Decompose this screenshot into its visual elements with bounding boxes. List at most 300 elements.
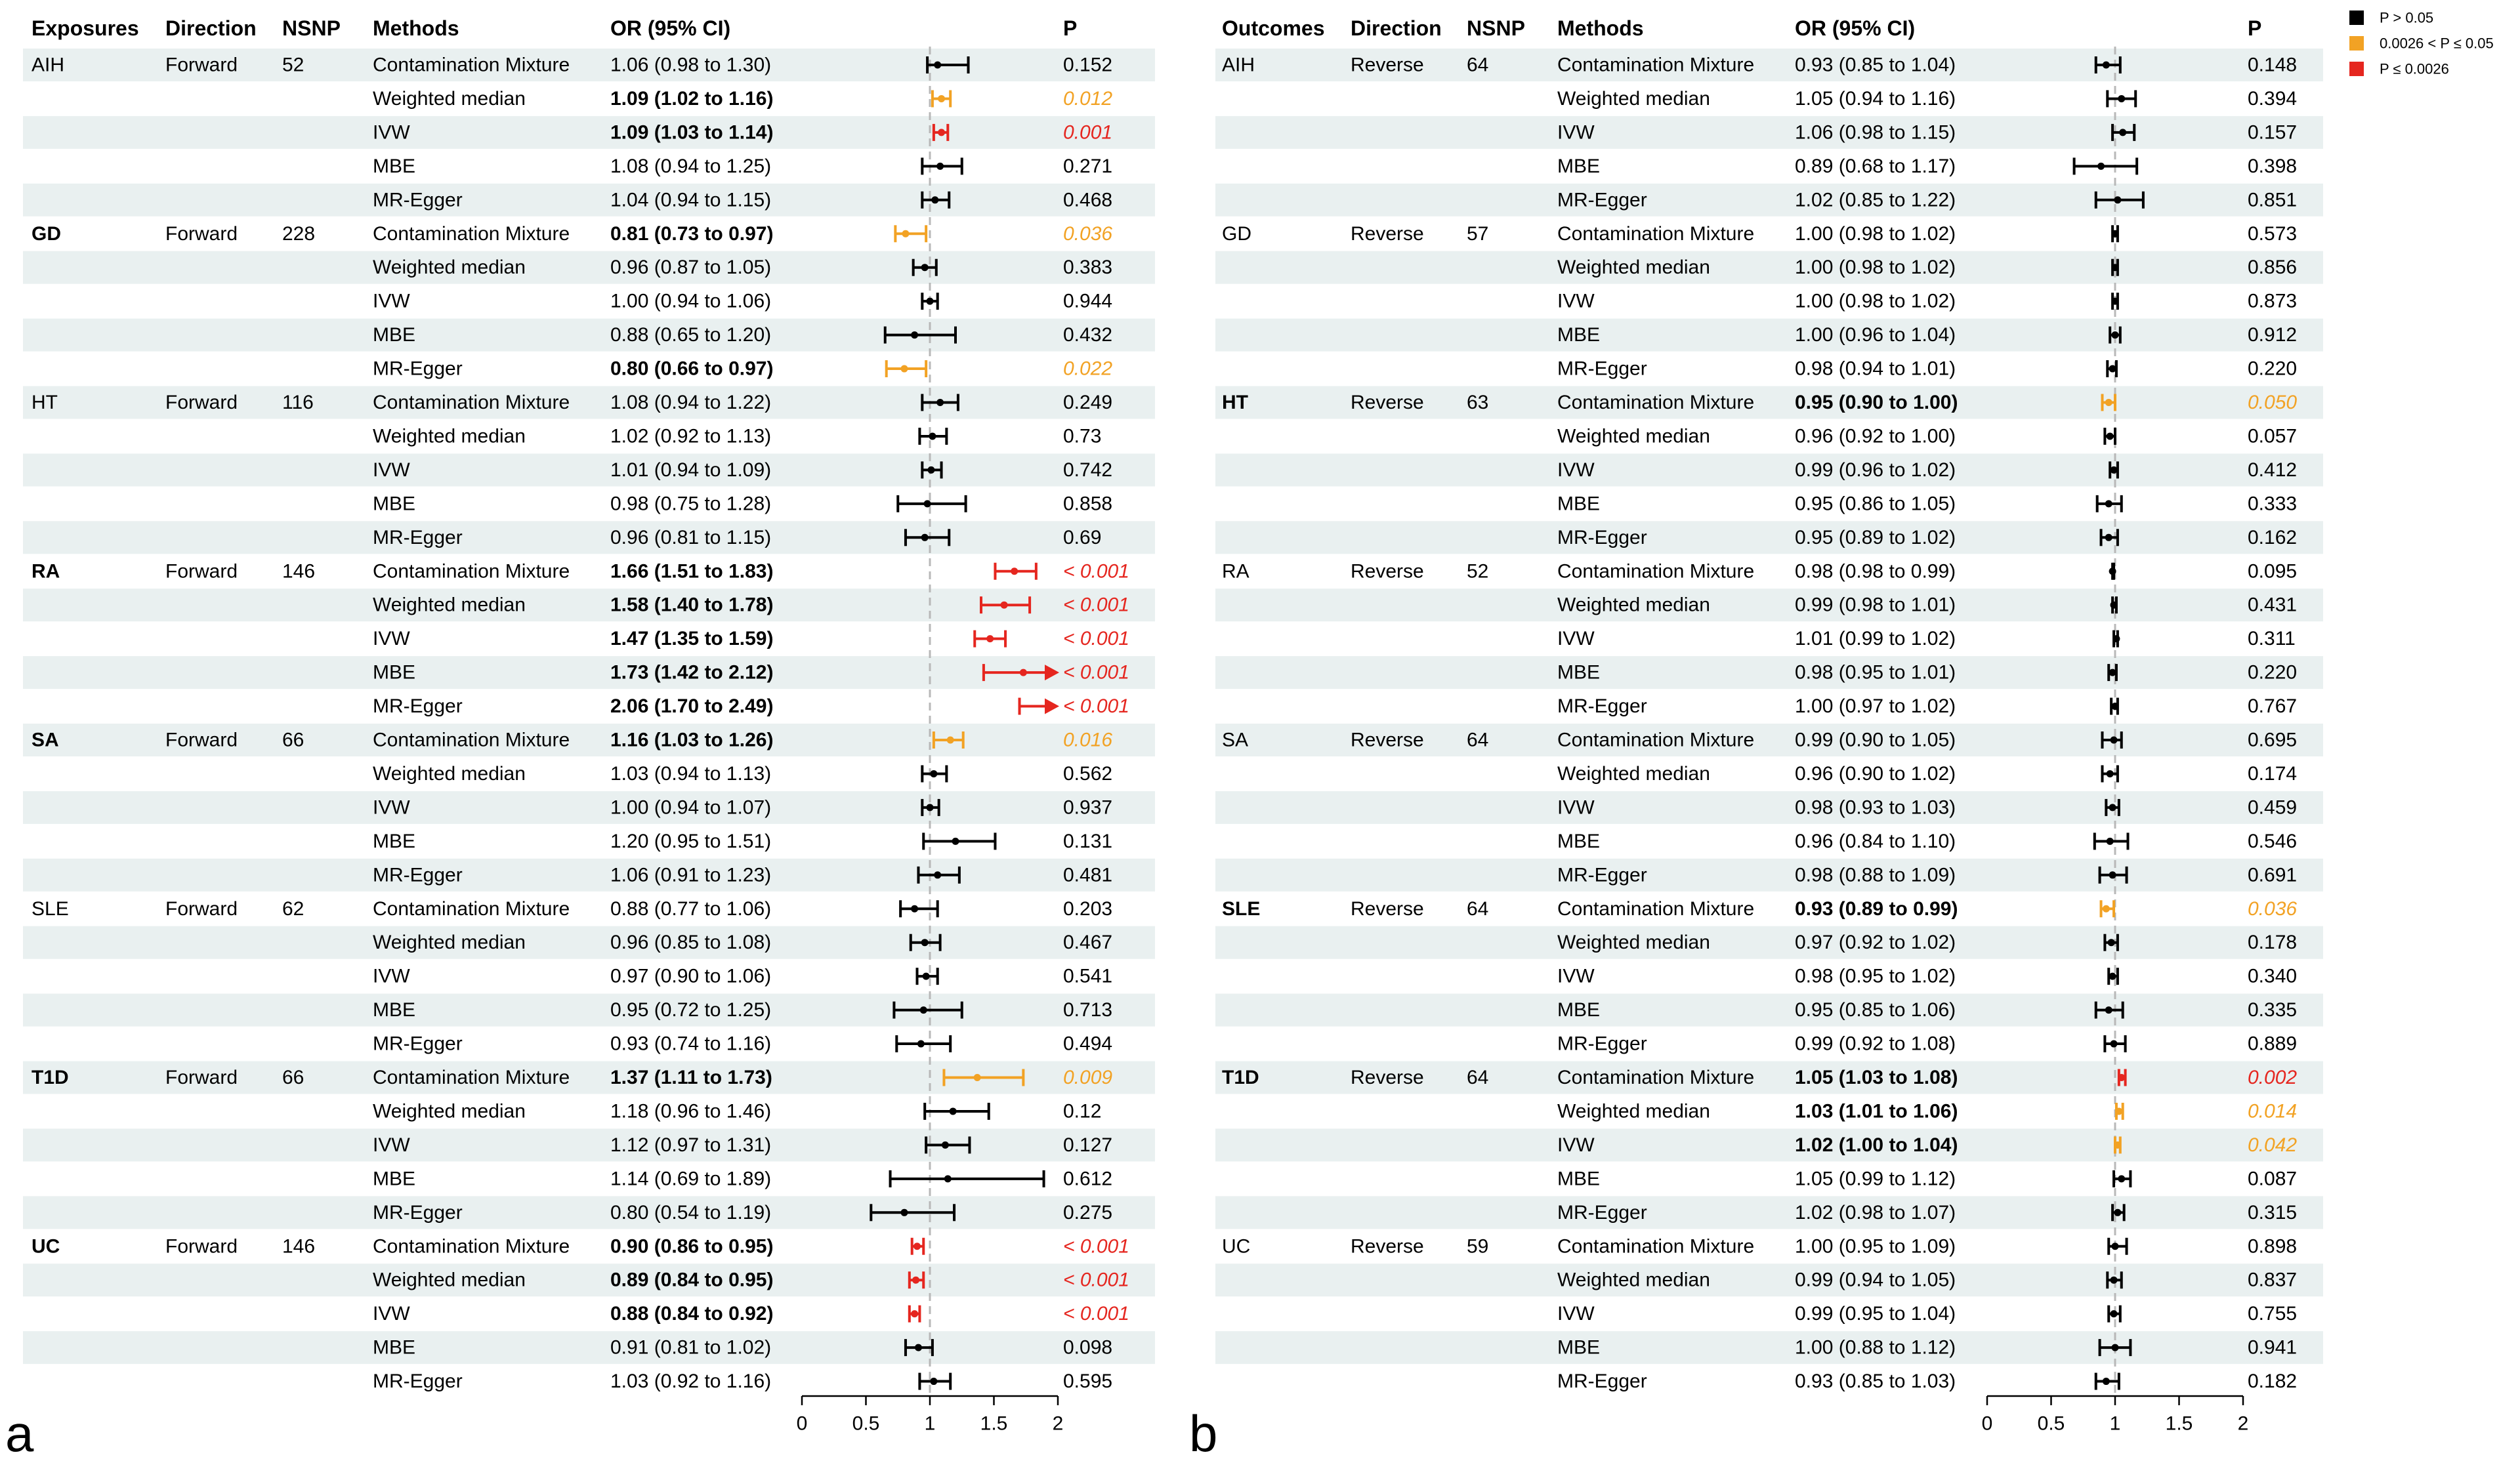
or-point xyxy=(2110,1277,2118,1284)
method-label: IVW xyxy=(373,628,410,650)
p-value: 0.271 xyxy=(1063,155,1113,177)
or-ci-value: 0.96 (0.90 to 1.02) xyxy=(1795,762,1956,785)
or-point xyxy=(917,1040,925,1048)
or-ci-value: 1.00 (0.94 to 1.07) xyxy=(610,796,772,819)
header-direction: Direction xyxy=(1351,16,1442,40)
x-tick-label: 0.5 xyxy=(2037,1412,2065,1435)
or-ci-value: 0.99 (0.90 to 1.05) xyxy=(1795,729,1956,751)
or-ci-value: 1.06 (0.91 to 1.23) xyxy=(610,864,772,886)
p-value: 0.148 xyxy=(2248,54,2298,76)
or-ci-value: 1.05 (0.94 to 1.16) xyxy=(1795,87,1956,110)
or-ci-value: 0.88 (0.77 to 1.06) xyxy=(610,897,772,920)
p-value: < 0.001 xyxy=(1063,1235,1129,1258)
header-or-ci: OR (95% CI) xyxy=(610,16,731,40)
or-point xyxy=(2103,1378,2110,1385)
group-label: SLE xyxy=(1222,897,1261,920)
or-ci-value: 0.96 (0.81 to 1.15) xyxy=(610,526,772,548)
method-label: MR-Egger xyxy=(1557,526,1647,548)
method-label: Contamination Mixture xyxy=(373,560,570,583)
or-point xyxy=(2110,1040,2118,1048)
method-label: Contamination Mixture xyxy=(1557,1067,1755,1088)
panel-label: a xyxy=(5,1405,34,1461)
p-value: 0.036 xyxy=(2248,897,2298,920)
method-label: IVW xyxy=(1557,459,1595,481)
or-ci-value: 0.95 (0.90 to 1.00) xyxy=(1795,392,1958,413)
or-ci-value: 1.02 (0.92 to 1.13) xyxy=(610,425,772,447)
p-value: 0.042 xyxy=(2248,1134,2298,1156)
method-label: MBE xyxy=(373,999,416,1021)
p-value: 0.467 xyxy=(1063,932,1113,954)
method-label: MBE xyxy=(373,1168,416,1190)
method-label: Weighted median xyxy=(1557,425,1710,447)
nsnp-value: 146 xyxy=(282,560,316,583)
or-point xyxy=(2107,432,2114,440)
method-label: MR-Egger xyxy=(373,1370,463,1393)
p-value: 0.858 xyxy=(1063,493,1113,515)
method-label: IVW xyxy=(1557,628,1595,650)
method-label: MR-Egger xyxy=(1557,1033,1647,1055)
or-point xyxy=(2118,95,2125,102)
p-value: 0.431 xyxy=(2248,594,2298,616)
p-value: 0.873 xyxy=(2248,290,2298,312)
row-band xyxy=(1215,588,2323,621)
or-ci-value: 0.81 (0.73 to 0.97) xyxy=(610,222,774,245)
or-point xyxy=(938,95,945,102)
or-point xyxy=(912,1277,919,1284)
method-label: Contamination Mixture xyxy=(1557,729,1755,751)
or-point xyxy=(911,331,918,339)
p-value: 0.459 xyxy=(2248,796,2298,819)
or-ci-value: 0.97 (0.90 to 1.06) xyxy=(610,965,772,987)
method-label: IVW xyxy=(373,796,410,819)
p-value: 0.691 xyxy=(2248,864,2298,886)
or-point xyxy=(2109,669,2116,676)
direction-label: Forward xyxy=(165,729,238,751)
nsnp-value: 116 xyxy=(282,392,314,413)
or-ci-value: 0.88 (0.65 to 1.20) xyxy=(610,324,772,346)
method-label: MR-Egger xyxy=(373,358,463,380)
or-ci-value: 0.96 (0.84 to 1.10) xyxy=(1795,830,1956,852)
p-value: 0.546 xyxy=(2248,830,2298,852)
or-ci-value: 0.88 (0.84 to 0.92) xyxy=(610,1303,774,1325)
or-ci-value: 1.01 (0.94 to 1.09) xyxy=(610,459,772,481)
or-point xyxy=(2109,871,2116,878)
method-label: Weighted median xyxy=(373,762,526,785)
method-label: Weighted median xyxy=(1557,762,1710,785)
p-value: 0.412 xyxy=(2248,459,2298,481)
or-point xyxy=(929,432,936,440)
group-label: GD xyxy=(32,222,61,245)
or-ci-value: 1.00 (0.88 to 1.12) xyxy=(1795,1336,1956,1359)
nsnp-value: 52 xyxy=(1467,560,1489,583)
or-point xyxy=(986,635,994,642)
p-value: 0.095 xyxy=(2248,560,2298,583)
ci-arrow xyxy=(1045,699,1059,714)
header-nsnp: NSNP xyxy=(1467,16,1525,40)
group-label: UC xyxy=(32,1235,60,1258)
method-label: Weighted median xyxy=(1557,87,1710,110)
p-value: 0.162 xyxy=(2248,526,2298,548)
p-value: 0.275 xyxy=(1063,1201,1113,1224)
legend-label: P > 0.05 xyxy=(2380,9,2434,26)
method-label: MR-Egger xyxy=(373,1033,463,1055)
or-point xyxy=(921,264,929,271)
row-band xyxy=(23,251,1155,284)
or-point xyxy=(2110,602,2118,609)
or-ci-value: 0.89 (0.68 to 1.17) xyxy=(1795,155,1956,177)
x-tick-label: 2 xyxy=(1052,1412,1064,1435)
method-label: MBE xyxy=(1557,830,1601,852)
or-ci-value: 0.89 (0.84 to 0.95) xyxy=(610,1269,774,1291)
or-ci-value: 1.00 (0.96 to 1.04) xyxy=(1795,324,1956,346)
method-label: Weighted median xyxy=(1557,1269,1710,1291)
method-label: IVW xyxy=(373,459,410,481)
method-label: Contamination Mixture xyxy=(373,1067,570,1088)
p-value: 0.69 xyxy=(1063,526,1102,548)
or-ci-value: 0.96 (0.87 to 1.05) xyxy=(610,257,772,279)
or-point xyxy=(936,399,944,406)
group-label: HT xyxy=(1222,392,1248,413)
header-nsnp: NSNP xyxy=(282,16,341,40)
method-label: Weighted median xyxy=(1557,257,1710,279)
or-point xyxy=(915,1344,922,1351)
method-label: Contamination Mixture xyxy=(1557,897,1755,920)
or-point xyxy=(902,230,909,237)
or-point xyxy=(936,163,944,170)
method-label: Contamination Mixture xyxy=(373,392,570,413)
direction-label: Forward xyxy=(165,54,238,76)
p-value: 0.131 xyxy=(1063,830,1113,852)
p-value: 0.898 xyxy=(2248,1235,2298,1258)
group-label: SA xyxy=(32,729,59,751)
direction-label: Forward xyxy=(165,392,238,413)
or-ci-value: 0.95 (0.85 to 1.06) xyxy=(1795,999,1956,1021)
p-value: 0.713 xyxy=(1063,999,1113,1021)
p-value: 0.002 xyxy=(2248,1067,2298,1088)
p-value: 0.856 xyxy=(2248,257,2298,279)
or-point xyxy=(2114,196,2121,203)
or-ci-value: 1.02 (0.98 to 1.07) xyxy=(1795,1201,1956,1224)
row-band xyxy=(23,184,1155,216)
group-label: AIH xyxy=(1222,54,1255,76)
or-ci-value: 0.98 (0.98 to 0.99) xyxy=(1795,560,1956,583)
x-tick-label: 0 xyxy=(1981,1412,1993,1435)
or-point xyxy=(927,298,934,305)
p-value: 0.383 xyxy=(1063,257,1113,279)
x-tick-label: 1 xyxy=(924,1412,936,1435)
p-value: 0.494 xyxy=(1063,1033,1113,1055)
group-label: HT xyxy=(32,392,58,413)
p-value: 0.340 xyxy=(2248,965,2298,987)
row-band xyxy=(1215,1264,2323,1296)
or-point xyxy=(2112,298,2119,305)
group-label: SA xyxy=(1222,729,1249,751)
or-point xyxy=(2114,1209,2121,1216)
or-ci-value: 1.00 (0.98 to 1.02) xyxy=(1795,257,1956,279)
or-ci-value: 0.98 (0.95 to 1.02) xyxy=(1795,965,1956,987)
or-ci-value: 0.98 (0.75 to 1.28) xyxy=(610,493,772,515)
nsnp-value: 59 xyxy=(1467,1235,1489,1258)
p-value: 0.468 xyxy=(1063,189,1113,211)
or-ci-value: 0.96 (0.85 to 1.08) xyxy=(610,932,772,954)
p-value: 0.851 xyxy=(2248,189,2298,211)
direction-label: Forward xyxy=(165,222,238,245)
or-ci-value: 0.90 (0.86 to 0.95) xyxy=(610,1235,774,1258)
p-value: 0.203 xyxy=(1063,897,1113,920)
or-ci-value: 1.05 (1.03 to 1.08) xyxy=(1795,1067,1958,1088)
p-value: 0.944 xyxy=(1063,290,1113,312)
or-ci-value: 1.09 (1.03 to 1.14) xyxy=(610,121,774,144)
or-ci-value: 0.98 (0.95 to 1.01) xyxy=(1795,661,1956,684)
or-ci-value: 1.18 (0.96 to 1.46) xyxy=(610,1100,772,1122)
method-label: Weighted median xyxy=(373,87,526,110)
row-band xyxy=(1215,859,2323,892)
row-band xyxy=(1215,656,2323,689)
or-point xyxy=(924,500,931,507)
header-or-ci: OR (95% CI) xyxy=(1795,16,1916,40)
or-point xyxy=(942,1142,949,1149)
or-ci-value: 1.00 (0.98 to 1.02) xyxy=(1795,222,1956,245)
method-label: IVW xyxy=(1557,1134,1595,1156)
p-value: 0.249 xyxy=(1063,392,1113,413)
method-label: Weighted median xyxy=(373,594,526,616)
method-label: MR-Egger xyxy=(373,189,463,211)
method-label: Weighted median xyxy=(373,1100,526,1122)
p-value: 0.573 xyxy=(2248,222,2298,245)
nsnp-value: 66 xyxy=(282,729,304,751)
legend-swatch xyxy=(2349,10,2364,25)
group-label: UC xyxy=(1222,1235,1251,1258)
p-value: 0.335 xyxy=(2248,999,2298,1021)
or-point xyxy=(1001,602,1008,609)
x-tick-label: 0 xyxy=(796,1412,808,1435)
or-point xyxy=(2112,230,2119,237)
p-value: 0.742 xyxy=(1063,459,1113,481)
panel-a-forward-mr xyxy=(5,16,1155,1461)
p-value: 0.178 xyxy=(2248,932,2298,954)
method-label: MR-Egger xyxy=(373,1201,463,1224)
header-group: Outcomes xyxy=(1222,16,1325,40)
nsnp-value: 64 xyxy=(1467,54,1489,76)
direction-label: Reverse xyxy=(1351,729,1424,751)
row-band xyxy=(1215,1196,2323,1229)
or-point xyxy=(2118,1074,2125,1081)
or-ci-value: 1.03 (0.94 to 1.13) xyxy=(610,762,772,785)
method-label: IVW xyxy=(1557,290,1595,312)
or-ci-value: 0.99 (0.98 to 1.01) xyxy=(1795,594,1956,616)
method-label: MR-Egger xyxy=(1557,1370,1647,1393)
row-band xyxy=(23,926,1155,959)
method-label: Weighted median xyxy=(1557,594,1710,616)
method-label: IVW xyxy=(373,290,410,312)
row-band xyxy=(23,994,1155,1027)
p-value: 0.333 xyxy=(2248,493,2298,515)
p-value: 0.009 xyxy=(1063,1067,1113,1088)
method-label: IVW xyxy=(1557,965,1595,987)
or-ci-value: 0.96 (0.92 to 1.00) xyxy=(1795,425,1956,447)
p-value: 0.767 xyxy=(2248,695,2298,718)
header-methods: Methods xyxy=(1557,16,1644,40)
or-ci-value: 0.93 (0.85 to 1.03) xyxy=(1795,1370,1956,1393)
or-point xyxy=(931,196,938,203)
direction-label: Forward xyxy=(165,1235,238,1258)
row-band xyxy=(1215,926,2323,959)
method-label: Contamination Mixture xyxy=(1557,54,1755,76)
method-label: MBE xyxy=(373,830,416,852)
or-ci-value: 0.99 (0.96 to 1.02) xyxy=(1795,459,1956,481)
or-point xyxy=(934,871,941,878)
nsnp-value: 64 xyxy=(1467,897,1489,920)
method-label: Contamination Mixture xyxy=(373,897,570,920)
p-value: 0.098 xyxy=(1063,1336,1113,1359)
method-label: Weighted median xyxy=(373,932,526,954)
p-value: 0.837 xyxy=(2248,1269,2298,1291)
nsnp-value: 62 xyxy=(282,897,304,920)
method-label: MBE xyxy=(1557,661,1601,684)
p-value: 0.050 xyxy=(2248,392,2298,413)
method-label: MBE xyxy=(373,155,416,177)
p-value: 0.595 xyxy=(1063,1370,1113,1393)
p-value: 0.220 xyxy=(2248,358,2298,380)
direction-label: Reverse xyxy=(1351,54,1424,76)
method-label: Weighted median xyxy=(373,425,526,447)
or-ci-value: 1.16 (1.03 to 1.26) xyxy=(610,729,774,751)
or-point xyxy=(921,939,929,946)
direction-label: Reverse xyxy=(1351,1235,1424,1258)
row-band xyxy=(1215,184,2323,216)
or-point xyxy=(2112,264,2119,271)
or-point xyxy=(2109,804,2116,811)
p-value: 0.220 xyxy=(2248,661,2298,684)
method-label: IVW xyxy=(373,121,410,144)
method-label: MR-Egger xyxy=(373,526,463,548)
or-point xyxy=(923,973,930,980)
or-ci-value: 1.03 (0.92 to 1.16) xyxy=(610,1370,772,1393)
or-ci-value: 1.00 (0.98 to 1.02) xyxy=(1795,290,1956,312)
x-tick-label: 1 xyxy=(2109,1412,2121,1435)
method-label: IVW xyxy=(1557,121,1595,144)
p-value: 0.016 xyxy=(1063,729,1113,751)
or-point xyxy=(2110,1310,2118,1317)
p-value: 0.755 xyxy=(2248,1303,2298,1325)
or-ci-value: 1.14 (0.69 to 1.89) xyxy=(610,1168,772,1190)
or-ci-value: 2.06 (1.70 to 2.49) xyxy=(610,695,774,718)
direction-label: Forward xyxy=(165,897,238,920)
or-point xyxy=(2110,466,2118,474)
or-ci-value: 1.73 (1.42 to 2.12) xyxy=(610,661,774,684)
or-point xyxy=(2109,567,2116,575)
row-band xyxy=(23,1196,1155,1229)
p-value: < 0.001 xyxy=(1063,695,1129,718)
method-label: MBE xyxy=(1557,493,1601,515)
method-label: IVW xyxy=(373,965,410,987)
or-ci-value: 1.02 (0.85 to 1.22) xyxy=(1795,189,1956,211)
or-point xyxy=(2108,939,2115,946)
or-point xyxy=(901,1209,908,1216)
or-point xyxy=(914,1243,921,1250)
or-point xyxy=(930,770,937,777)
or-ci-value: 0.99 (0.94 to 1.05) xyxy=(1795,1269,1956,1291)
x-tick-label: 1.5 xyxy=(980,1412,1008,1435)
method-label: IVW xyxy=(1557,1303,1595,1325)
method-label: MR-Egger xyxy=(1557,1201,1647,1224)
p-value: 0.152 xyxy=(1063,54,1113,76)
direction-label: Forward xyxy=(165,1067,238,1088)
method-label: MBE xyxy=(1557,1336,1601,1359)
or-point xyxy=(947,737,954,744)
row-band xyxy=(1215,791,2323,824)
or-point xyxy=(901,365,908,373)
or-ci-value: 1.02 (1.00 to 1.04) xyxy=(1795,1134,1958,1156)
or-point xyxy=(934,62,941,69)
method-label: MBE xyxy=(1557,999,1601,1021)
or-point xyxy=(2112,1243,2119,1250)
or-point xyxy=(2115,1107,2122,1115)
or-ci-value: 1.00 (0.95 to 1.09) xyxy=(1795,1235,1956,1258)
x-tick-label: 0.5 xyxy=(852,1412,880,1435)
legend-label: P ≤ 0.0026 xyxy=(2380,60,2449,77)
p-value: 0.889 xyxy=(2248,1033,2298,1055)
p-value: 0.127 xyxy=(1063,1134,1113,1156)
p-value: 0.394 xyxy=(2248,87,2298,110)
row-band xyxy=(1215,994,2323,1027)
p-value: 0.001 xyxy=(1063,121,1113,144)
p-value: 0.73 xyxy=(1063,425,1102,447)
or-point xyxy=(927,466,934,474)
or-point xyxy=(921,534,929,541)
or-point xyxy=(2105,1006,2112,1014)
p-value: 0.157 xyxy=(2248,121,2298,144)
method-label: IVW xyxy=(373,1134,410,1156)
method-label: Contamination Mixture xyxy=(1557,222,1755,245)
or-ci-value: 1.05 (0.99 to 1.12) xyxy=(1795,1168,1956,1190)
p-value: 0.174 xyxy=(2248,762,2298,785)
or-point xyxy=(920,1006,927,1014)
or-ci-value: 0.95 (0.72 to 1.25) xyxy=(610,999,772,1021)
or-ci-value: 1.03 (1.01 to 1.06) xyxy=(1795,1100,1958,1122)
or-point xyxy=(952,838,959,845)
or-point xyxy=(2112,635,2120,642)
p-value: 0.012 xyxy=(1063,87,1113,110)
or-point xyxy=(950,1107,957,1115)
nsnp-value: 228 xyxy=(282,222,316,245)
or-point xyxy=(1011,567,1018,575)
row-band xyxy=(23,319,1155,352)
row-band xyxy=(23,1264,1155,1296)
p-value: < 0.001 xyxy=(1063,1303,1129,1325)
method-label: Weighted median xyxy=(1557,932,1710,954)
or-ci-value: 1.04 (0.94 to 1.15) xyxy=(610,189,772,211)
header-methods: Methods xyxy=(373,16,459,40)
or-point xyxy=(1020,669,1027,676)
direction-label: Forward xyxy=(165,560,238,583)
method-label: MR-Egger xyxy=(373,864,463,886)
method-label: Contamination Mixture xyxy=(1557,392,1755,413)
or-ci-value: 1.06 (0.98 to 1.30) xyxy=(610,54,772,76)
or-point xyxy=(2118,1175,2125,1182)
p-value: 0.398 xyxy=(2248,155,2298,177)
or-point xyxy=(2107,770,2114,777)
direction-label: Reverse xyxy=(1351,560,1424,583)
nsnp-value: 52 xyxy=(282,54,304,76)
method-label: Contamination Mixture xyxy=(373,222,570,245)
p-value: < 0.001 xyxy=(1063,661,1129,684)
method-label: Contamination Mixture xyxy=(373,1235,570,1258)
or-ci-value: 1.08 (0.94 to 1.22) xyxy=(610,392,772,413)
or-ci-value: 0.93 (0.85 to 1.04) xyxy=(1795,54,1956,76)
or-ci-value: 0.80 (0.54 to 1.19) xyxy=(610,1201,772,1224)
p-value: 0.562 xyxy=(1063,762,1113,785)
